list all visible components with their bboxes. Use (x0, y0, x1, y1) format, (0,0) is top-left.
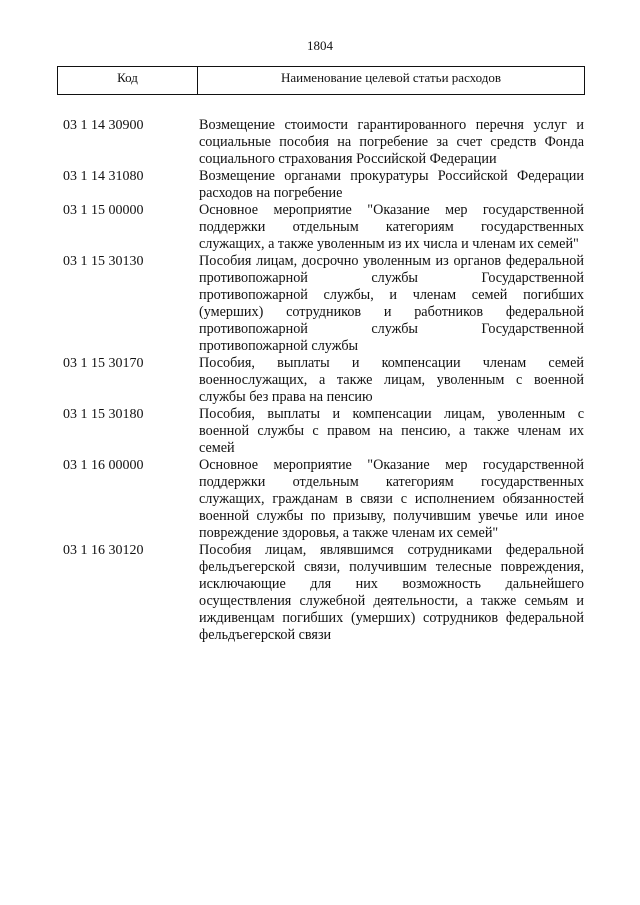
row-code: 03 1 16 30120 (63, 543, 144, 558)
description-line: Основное мероприятие "Оказание мер государственной (199, 457, 584, 473)
row-code: 03 1 16 00000 (63, 458, 144, 473)
row-description (199, 457, 584, 542)
description-line: служащих, гражданам в связи с исполнением обязанностей (199, 491, 584, 507)
row-code: 03 1 15 30130 (63, 254, 144, 269)
row-description (199, 117, 584, 168)
description-line: поддержки отдельным категориям государственных (199, 474, 584, 490)
description-line: социальные пособия на погребение за счет средств Фонда (199, 134, 584, 150)
description-line: военной службы по призыву, получившим увечье или иное (199, 508, 584, 524)
row-description (199, 253, 584, 355)
row-description (199, 168, 584, 202)
description-line: иждивенцам погибших (умерших) сотрудников федеральной (199, 610, 584, 626)
description-line: противопожарной службы (199, 338, 359, 354)
table-row (0, 253, 640, 355)
description-line: Пособия лицам, досрочно уволенным из органов федеральной (199, 253, 584, 269)
table-row (0, 202, 640, 253)
row-code: 03 1 14 31080 (63, 169, 144, 184)
description-line: военной службы с правом на пенсию, а также членам их (199, 423, 584, 439)
description-line: осуществления служебной деятельности, а также семьям и (199, 593, 584, 609)
description-line: фельдъегерской связи, получившим телесные повреждения, (199, 559, 584, 575)
description-line: служащих, а также уволенным из их числа и членам их семей" (199, 236, 579, 252)
description-line: социального страхования Российской Федерации (199, 151, 497, 167)
row-code: 03 1 14 30900 (63, 118, 144, 133)
description-line: Пособия, выплаты и компенсации членам семей (199, 355, 584, 371)
row-code: 03 1 15 00000 (63, 203, 144, 218)
description-line: Основное мероприятие "Оказание мер государственной (199, 202, 584, 218)
description-line: службы без права на пенсию (199, 389, 373, 405)
table-row (0, 355, 640, 406)
table-row (0, 168, 640, 202)
column-header-code: Код (58, 67, 198, 94)
table-row (0, 542, 640, 644)
description-line: противопожарной службы Государственной (199, 270, 584, 286)
description-line: военнослужащих, а также лицам, уволенным с военной (199, 372, 584, 388)
description-line: Пособия, выплаты и компенсации лицам, уволенным с (199, 406, 584, 422)
column-header-name: Наименование целевой статьи расходов (280, 70, 502, 85)
description-line: Пособия лицам, являвшимся сотрудниками федеральной (199, 542, 584, 558)
description-line: (умерших) сотрудников и работников федеральной (199, 304, 584, 320)
table-row (0, 406, 640, 457)
row-description (199, 202, 584, 253)
description-line: противопожарной службы Государственной (199, 321, 584, 337)
description-line: противопожарной службы, и членам семей погибших (199, 287, 584, 303)
row-code: 03 1 15 30180 (63, 407, 144, 422)
description-line: поддержки отдельным категориям государственных (199, 219, 584, 235)
table-body (0, 117, 640, 644)
row-description (199, 355, 584, 406)
row-description (199, 406, 584, 457)
table-row (0, 117, 640, 168)
description-line: расходов на погребение (199, 185, 343, 201)
description-line: фельдъегерской связи (199, 627, 332, 643)
description-line: семей (199, 440, 235, 456)
row-description (199, 542, 584, 644)
page-number: 1804 (307, 38, 333, 53)
description-line: Возмещение органами прокуратуры Российской Федерации (199, 168, 584, 184)
description-line: исключающие для них возможность дальнейшего (199, 576, 584, 592)
row-code: 03 1 15 30170 (63, 356, 144, 371)
table-header (57, 66, 585, 95)
description-line: повреждение здоровья, а также членам их семей" (199, 525, 499, 541)
table-row (0, 457, 640, 542)
description-line: Возмещение стоимости гарантированного перечня услуг и (199, 117, 584, 133)
